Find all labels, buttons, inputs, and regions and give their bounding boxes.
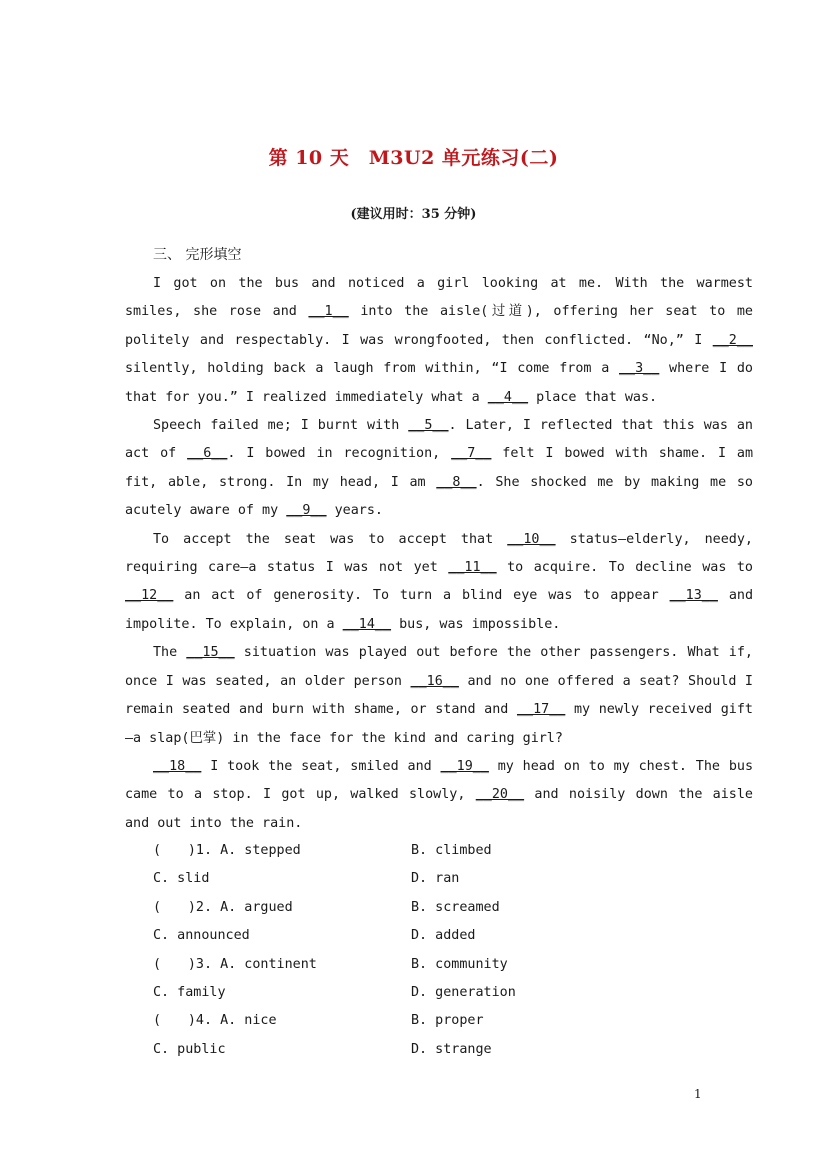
passage-text: I took the seat, smiled and — [201, 758, 441, 774]
cloze-blank: __16__ — [410, 673, 459, 689]
passage-text: . I bowed in recognition, — [227, 446, 452, 462]
passage-text: situation was played out before the other passengers. What if, once I was seated, an older person — [125, 645, 753, 689]
passage-text: and noisily down the aisle and out into the rain. — [125, 787, 753, 831]
option-left: ( )1. A. stepped — [153, 843, 301, 858]
answer-options — [153, 837, 713, 1064]
passage-paragraph — [125, 412, 753, 526]
option-right: D. generation — [411, 985, 516, 1001]
passage-text: . She shocked me by making me so acutely aware of my — [125, 474, 753, 519]
option-left: C. announced — [153, 928, 250, 944]
option-right: B. proper — [411, 1013, 484, 1029]
time-suggestion: (建议用时：35 分钟) — [350, 207, 477, 222]
cloze-blank: __2__ — [712, 332, 753, 348]
cloze-passage — [125, 270, 753, 838]
cloze-blank: __4__ — [487, 389, 529, 405]
cloze-blank: __14__ — [342, 616, 392, 632]
cloze-blank: __10__ — [507, 531, 556, 547]
option-left: C. public — [153, 1041, 226, 1057]
passage-text: and no one offered a seat? Should I remain seated and burn with shame, or stand and — [125, 673, 753, 718]
passage-text: years. — [326, 503, 383, 519]
cloze-blank: __5__ — [408, 418, 449, 434]
option-row — [153, 1007, 713, 1035]
option-left: C. slid — [153, 871, 210, 887]
passage-paragraph — [125, 526, 753, 640]
cloze-blank: __18__ — [153, 758, 202, 774]
option-left: ( )4. A. nice — [153, 1013, 277, 1029]
cloze-blank: __9__ — [286, 503, 327, 519]
page-number: 1 — [694, 1087, 702, 1101]
option-row — [153, 837, 713, 865]
cloze-blank: __11__ — [448, 560, 497, 576]
cloze-blank: __1__ — [308, 304, 349, 320]
passage-text: to acquire. To decline was to — [496, 560, 753, 576]
cloze-blank: __20__ — [475, 787, 525, 803]
passage-paragraph — [125, 270, 753, 412]
passage-text: I got on the bus and noticed a girl looking at me. With the warmest smiles, she rose and — [125, 276, 753, 320]
passage-text: silently, holding back a laugh from within, “I come from a — [125, 361, 619, 377]
passage-text: and impolite. To explain, on a — [125, 588, 754, 632]
cloze-blank: __6__ — [187, 446, 228, 462]
option-row — [153, 1036, 713, 1064]
cloze-blank: __12__ — [125, 588, 174, 604]
passage-text: into the aisle(过道), offering her seat to me politely and respectably. I was wrongfooted, then conflicted. “No,” I — [125, 304, 753, 348]
section-heading: 三、 完形填空 — [153, 247, 242, 263]
passage-text: To accept the seat was to accept that — [153, 531, 508, 547]
passage-paragraph — [125, 753, 753, 838]
passage-text: my newly received gift—a slap(巴掌) in the face for the kind and caring girl? — [125, 702, 753, 746]
cloze-blank: __8__ — [436, 474, 477, 490]
option-right: D. added — [411, 928, 476, 944]
option-right: B. screamed — [411, 899, 500, 915]
passage-text: Speech failed me; I burnt with — [153, 418, 409, 434]
passage-text: . Later, I reflected that this was an act of — [125, 418, 753, 462]
passage-text: The — [153, 645, 187, 661]
option-row — [153, 922, 713, 950]
passage-text: status—elderly, needy, requiring care—a status I was not yet — [125, 531, 753, 576]
option-row — [153, 979, 713, 1007]
option-row — [153, 951, 713, 979]
passage-text: bus, was impossible. — [391, 616, 561, 632]
option-right: D. strange — [411, 1041, 492, 1057]
cloze-blank: __15__ — [186, 645, 235, 661]
passage-paragraph — [125, 639, 753, 753]
page-title: 第 10 天 M3U2 单元练习(二) — [268, 147, 559, 169]
option-right: D. ran — [411, 871, 460, 887]
option-right: B. community — [411, 956, 508, 972]
cloze-blank: __19__ — [440, 758, 489, 774]
option-row — [153, 865, 713, 893]
passage-text: my head on to my chest. The bus came to a stop. I got up, walked slowly, — [125, 758, 754, 803]
cloze-blank: __3__ — [619, 361, 660, 377]
option-row — [153, 894, 713, 922]
option-right: B. climbed — [411, 843, 492, 858]
option-left: ( )2. A. argued — [153, 899, 293, 915]
passage-text: an act of generosity. To turn a blind eye was to appear — [173, 588, 670, 604]
option-left: C. family — [153, 985, 226, 1001]
cloze-blank: __7__ — [451, 446, 492, 462]
passage-text: felt I bowed with shame. I am fit, able, strong. In my head, I am — [125, 446, 754, 490]
cloze-blank: __13__ — [669, 588, 718, 604]
cloze-blank: __17__ — [516, 702, 566, 718]
passage-text: where I do that for you.” I realized immediately what a — [125, 361, 753, 405]
option-left: ( )3. A. continent — [153, 956, 317, 972]
passage-text: place that was. — [528, 389, 658, 405]
